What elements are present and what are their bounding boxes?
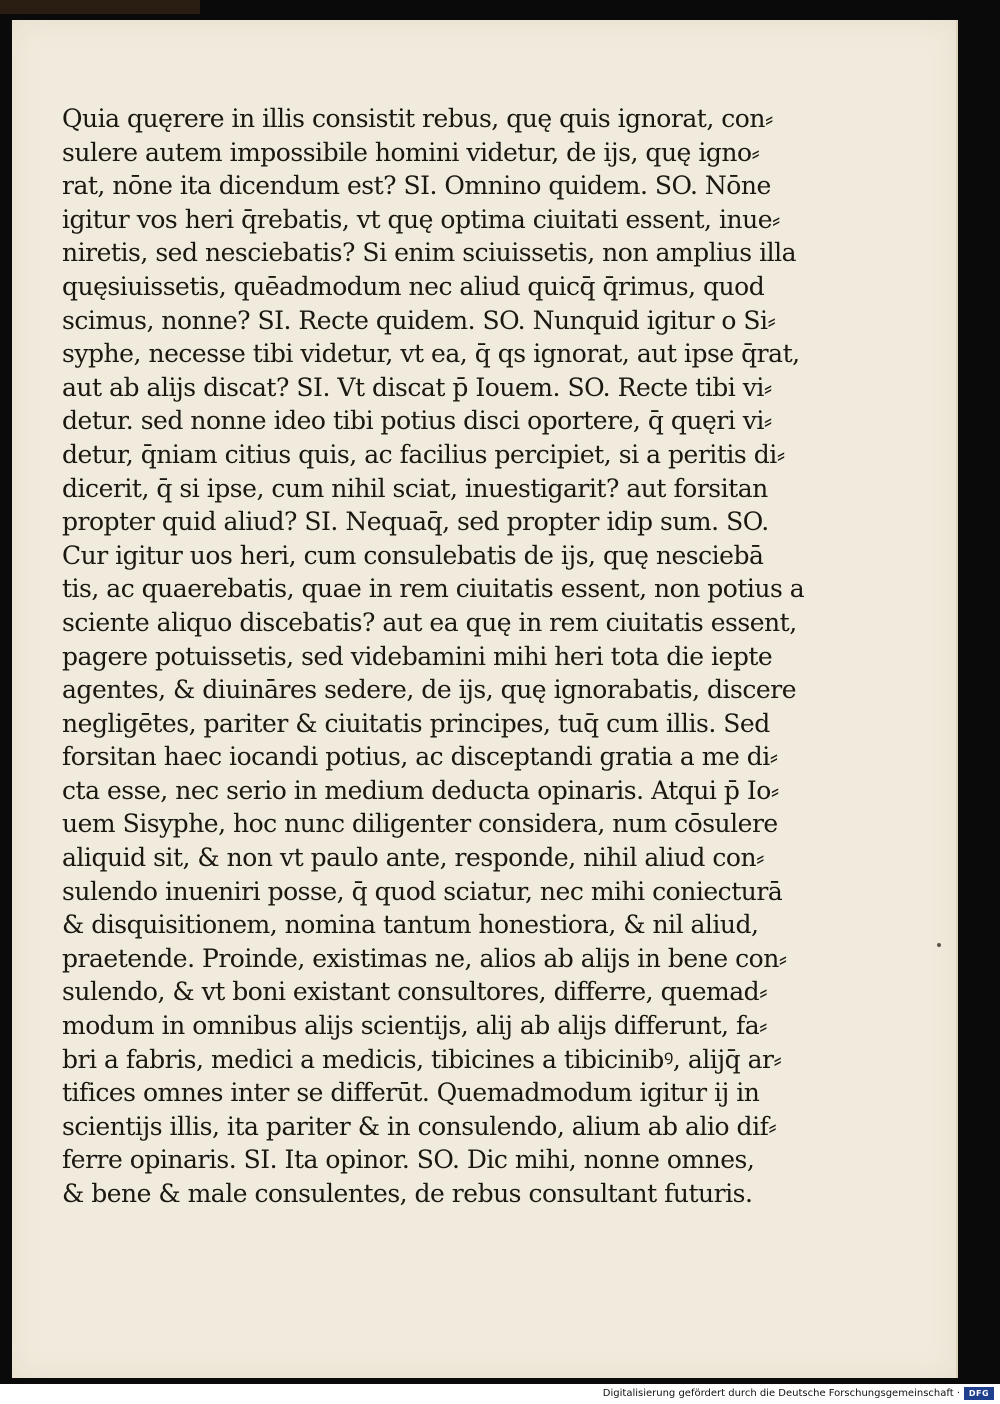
text-line: sulere autem impossibile homini videtur, de ijs, quę igno⸗ (62, 137, 760, 167)
text-line: aut ab alijs discat? SI. Vt discat p̄ Iouem. SO. Recte tibi vi⸗ (62, 372, 772, 402)
dfg-logo: DFG (964, 1387, 994, 1400)
book-page (12, 20, 958, 1378)
text-line: rat, nōne ita dicendum est? SI. Omnino quidem. SO. Nōne (62, 171, 771, 201)
text-line: agentes, & diuināres sedere, de ijs, quę ignorabatis, discere (62, 675, 797, 705)
text-line: dicerit, q̄ si ipse, cum nihil sciat, inuestigarit? aut forsitan (62, 473, 768, 503)
text-line: & disquisitionem, nomina tantum honestiora, & nil aliud, (62, 910, 759, 940)
text-line: igitur vos heri q̄rebatis, vt quę optima ciuitati essent, inue⸗ (62, 204, 780, 234)
text-line: modum in omnibus alijs scientijs, alij ab alijs differunt, fa⸗ (62, 1011, 768, 1041)
text-line: detur, q̄niam citius quis, ac facilius percipiet, si a peritis di⸗ (62, 439, 785, 469)
text-line: scientijs illis, ita pariter & in consulendo, alium ab alio dif⸗ (62, 1111, 777, 1141)
body-text (62, 102, 812, 1211)
text-line: syphe, necesse tibi videtur, vt ea, q̄ qs ignorat, aut ipse q̄rat, (62, 339, 800, 369)
text-line: aliquid sit, & non vt paulo ante, responde, nihil aliud con⸗ (62, 843, 764, 873)
adjacent-page-edge (0, 0, 200, 14)
text-line: cta esse, nec serio in medium deducta opinaris. Atqui p̄ Io⸗ (62, 775, 779, 805)
text-line: Cur igitur uos heri, cum consulebatis de ijs, quę nesciebā (62, 540, 764, 570)
text-line: quęsiuissetis, quēadmodum nec aliud quicq̄ q̄rimus, quod (62, 271, 765, 301)
text-line: forsitan haec iocandi potius, ac disceptandi gratia a me di⸗ (62, 742, 778, 772)
text-line: pagere potuissetis, sed videbamini mihi heri tota die iepte (62, 641, 773, 671)
text-line: niretis, sed nesciebatis? Si enim sciuissetis, non amplius illa (62, 238, 797, 268)
text-line: ferre opinaris. SI. Ita opinor. SO. Dic mihi, nonne omnes, (62, 1145, 755, 1175)
footer-bar (0, 1384, 1000, 1404)
text-line: bri a fabris, medici a medicis, tibicines a tibicinibꝰ, alijq̄ ar⸗ (62, 1044, 782, 1074)
text-line: propter quid aliud? SI. Nequaq̄, sed propter idip sum. SO. (62, 507, 769, 537)
text-line: uem Sisyphe, hoc nunc diligenter considera, num cōsulere (62, 809, 778, 839)
text-line: Quia quęrere in illis consistit rebus, quę quis ignorat, con⸗ (62, 104, 773, 133)
text-line: sciente aliquo discebatis? aut ea quę in rem ciuitatis essent, (62, 607, 797, 637)
text-line: sulendo inueniri posse, q̄ quod sciatur, nec mihi coniecturā (62, 876, 783, 906)
text-line: tis, ac quaerebatis, quae in rem ciuitatis essent, non potius a (62, 574, 805, 604)
paper-speck (937, 943, 941, 947)
text-line: tifices omnes inter se differūt. Quemadmodum igitur ij in (62, 1078, 760, 1108)
funding-credit: Digitalisierung gefördert durch die Deutsche Forschungsgemeinschaft · (602, 1388, 960, 1399)
text-line: & bene & male consulentes, de rebus consultant futuris. (62, 1179, 753, 1208)
text-line: scimus, nonne? SI. Recte quidem. SO. Nunquid igitur o Si⸗ (62, 305, 776, 335)
page-edge (956, 20, 958, 1378)
text-line: sulendo, & vt boni existant consultores, differre, quemad⸗ (62, 977, 768, 1007)
text-line: praetende. Proinde, existimas ne, alios ab alijs in bene con⸗ (62, 943, 787, 973)
text-line: detur. sed nonne ideo tibi potius disci oportere, q̄ quęri vi⸗ (62, 406, 772, 436)
text-line: negligētes, pariter & ciuitatis principes, tuq̄ cum illis. Sed (62, 708, 770, 738)
